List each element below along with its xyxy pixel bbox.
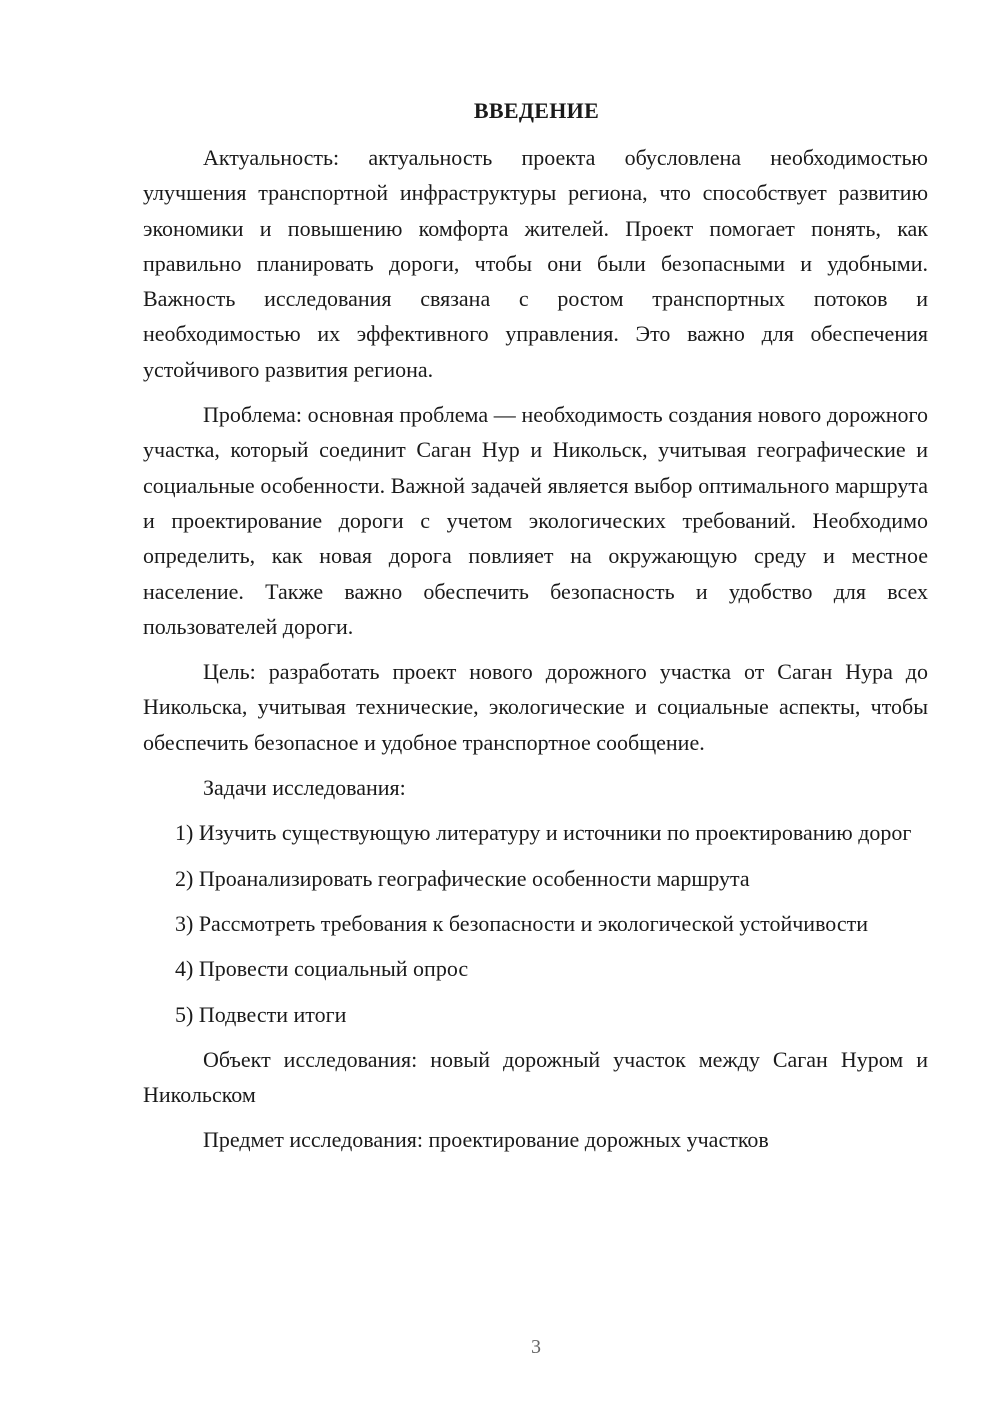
task-item-1: 1) Изучить существующую литературу и источники по проектированию дорог [175,820,912,846]
task-item-2: 2) Проанализировать географические особенности маршрута [175,865,750,891]
paragraph-relevance: Актуальность: актуальность проекта обусловлена необходимостью улучшения транспортной инфраструктуры региона, что способствует развитию экономики и повышению комфорта жителей. Проект помогает понять, как правильно планировать дороги, чтобы они были безопасными и удобными. Важность исследования связана с ростом транспортных потоков и необходимостью их эффективного управления. Это важно для обеспечения устойчивого развития региона. [143,145,928,382]
paragraph-goal: Цель: разработать проект нового дорожного участка от Саган Нура до Никольска, учитывая технические, экологические и социальные аспекты, чтобы обеспечить безопасное и удобное транспортное сообщение. [143,659,928,755]
page-number: 3 [531,1336,541,1358]
paragraph-problem: Проблема: основная проблема — необходимость создания нового дорожного участка, который соединит Саган Нур и Никольск, учитывая географические и социальные особенности. Важной задачей является выбор оптимального маршрута и проектирование дороги с учетом экологических требований. Необходимо определить, как новая дорога повлияет на окружающую среду и местное население. Также важно обеспечить безопасность и удобство для всех пользователей дороги. [143,402,928,639]
paragraph-tasks-heading: Задачи исследования: [203,775,406,801]
paragraph-subject: Предмет исследования: проектирование дорожных участков [203,1127,769,1153]
task-item-5: 5) Подвести итоги [175,1001,347,1027]
paragraph-object: Объект исследования: новый дорожный участок между Саган Нуром и Никольском [143,1046,928,1108]
page-title: ВВЕДЕНИЕ [473,98,600,123]
task-item-3: 3) Рассмотреть требования к безопасности и экологической устойчивости [175,910,869,936]
document-page [143,96,928,1168]
task-item-4: 4) Провести социальный опрос [175,956,469,982]
